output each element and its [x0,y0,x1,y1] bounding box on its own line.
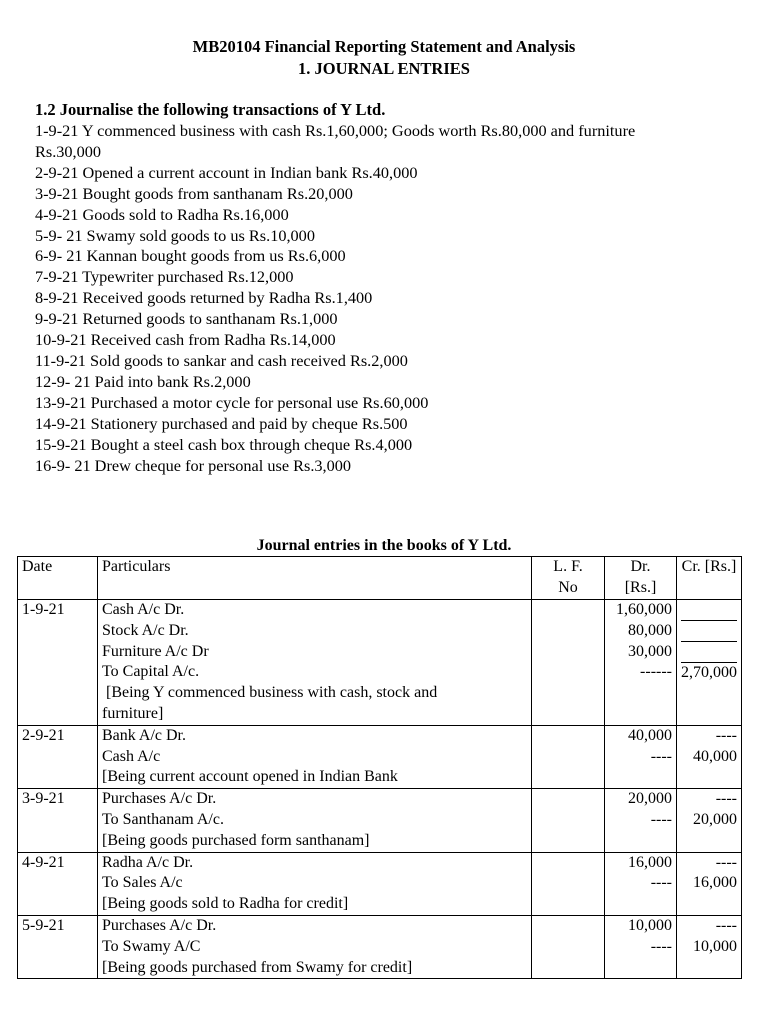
journal-title: Journal entries in the books of Y Ltd. [256,537,512,554]
narration-line: [Being goods sold to Radha for credit] [102,895,349,913]
dr-value: 10,000 [628,916,672,934]
entry-lf [532,600,605,726]
dr-value: ---- [650,937,672,955]
entry-lf [532,915,605,978]
transaction-line: 9-9-21 Returned goods to santhanam Rs.1,000 [35,309,338,329]
particulars-line: Furniture A/c Dr [102,642,209,660]
entry-cr [677,915,742,978]
cr-value: ---- [715,916,737,934]
table-row [18,852,742,915]
particulars-line: To Sales A/c [102,874,183,892]
cr-value: ---- [715,790,737,808]
transaction-line: 7-9-21 Typewriter purchased Rs.12,000 [35,267,294,287]
dr-value: 20,000 [628,790,672,808]
cr-value: 2,70,000 [681,664,737,681]
cr-value: ---- [715,853,737,871]
narration-line: [Being goods purchased from Swamy for credit] [102,958,413,976]
cr-value: 10,000 [693,937,737,955]
narration-line: furniture] [102,704,164,722]
transaction-line: 6-9- 21 Kannan bought goods from us Rs.6,000 [35,246,346,266]
particulars-line: Cash A/c [102,747,161,765]
particulars-line: To Swamy A/C [102,937,201,955]
dr-value: 40,000 [628,726,672,744]
cr-value: 16,000 [693,874,737,892]
narration-line: [Being current account opened in Indian Bank [102,768,398,786]
narration-line: [Being Y commenced business with cash, stock and [102,684,438,702]
transaction-line: 11-9-21 Sold goods to sankar and cash received Rs.2,000 [35,350,408,370]
table-row [18,725,742,788]
entry-lf [532,789,605,852]
table-header-row [18,557,742,600]
course-title: MB20104 Financial Reporting Statement and Analysis [192,37,576,56]
question-title: 1.2 Journalise the following transactions of Y Ltd. [35,100,386,119]
blank-line [681,608,737,621]
transaction-line: 14-9-21 Stationery purchased and paid by cheque Rs.500 [35,413,408,433]
transaction-line: 10-9-21 Received cash from Radha Rs.14,000 [35,330,336,350]
transaction-line: 3-9-21 Bought goods from santhanam Rs.20,000 [35,183,353,203]
blank-line [681,629,737,642]
entry-cr [677,725,742,788]
entry-date: 3-9-21 [18,789,98,852]
dr-value: 30,000 [628,642,672,660]
entry-particulars [98,789,532,852]
entry-particulars [98,725,532,788]
header-dr-line2: [Rs.] [624,578,657,596]
journal-table [17,556,742,979]
table-row [18,915,742,978]
dr-value: 1,60,000 [616,601,672,618]
particulars-line: Cash A/c Dr. [102,601,185,618]
particulars-line: Radha A/c Dr. [102,853,194,871]
entry-date: 5-9-21 [18,915,98,978]
entry-dr [605,915,677,978]
entry-cr [677,789,742,852]
entry-particulars [98,600,532,726]
particulars-line: Purchases A/c Dr. [102,790,217,808]
entry-dr [605,725,677,788]
particulars-line: To Santhanam A/c. [102,810,224,828]
transaction-line: 8-9-21 Received goods returned by Radha Rs.1,400 [35,288,373,308]
blank-line [681,650,737,663]
transaction-list [35,121,735,476]
dr-value: ---- [650,810,672,828]
dr-value: 16,000 [628,853,672,871]
transaction-line: 15-9-21 Bought a steel cash box through cheque Rs.4,000 [35,434,413,454]
cr-value: 20,000 [693,810,737,828]
header-lf [532,557,605,600]
transaction-line: 16-9- 21 Drew cheque for personal use Rs.3,000 [35,455,352,475]
table-row [18,600,742,726]
transaction-line: 5-9- 21 Swamy sold goods to us Rs.10,000 [35,225,315,245]
particulars-line: Stock A/c Dr. [102,621,189,639]
transaction-line: 4-9-21 Goods sold to Radha Rs.16,000 [35,204,289,224]
entry-lf [532,725,605,788]
cr-value: 40,000 [693,747,737,765]
entry-dr [605,600,677,726]
particulars-line: Purchases A/c Dr. [102,916,217,934]
entry-cr [677,600,742,726]
header-cr: Cr. [Rs.] [677,557,742,600]
cr-value: ---- [715,726,737,744]
header-lf-line1: L. F. [553,558,583,575]
dr-value: ------ [640,663,672,681]
table-row [18,789,742,852]
particulars-line: To Capital A/c. [102,663,200,681]
dr-value: ---- [650,874,672,892]
entry-dr [605,852,677,915]
dr-value: 80,000 [628,621,672,639]
transaction-line: Rs.30,000 [35,141,102,161]
entry-lf [532,852,605,915]
entry-date: 1-9-21 [18,600,98,726]
particulars-line: Bank A/c Dr. [102,726,186,744]
entry-particulars [98,852,532,915]
transaction-line: 13-9-21 Purchased a motor cycle for personal use Rs.60,000 [35,392,429,412]
header-particulars: Particulars [98,557,532,600]
transaction-line: 2-9-21 Opened a current account in Indian bank Rs.40,000 [35,162,418,182]
entry-dr [605,789,677,852]
entry-cr [677,852,742,915]
narration-line: [Being goods purchased form santhanam] [102,831,370,849]
dr-value: ---- [650,747,672,765]
header-dr [605,557,677,600]
header-date: Date [18,557,98,600]
header-dr-line1: Dr. [630,558,651,575]
transaction-line: 1-9-21 Y commenced business with cash Rs.1,60,000; Goods worth Rs.80,000 and furniture [35,121,636,140]
header-lf-line2: No [558,578,578,596]
entry-date: 4-9-21 [18,852,98,915]
transaction-line: 12-9- 21 Paid into bank Rs.2,000 [35,371,251,391]
chapter-title: 1. JOURNAL ENTRIES [298,59,470,78]
entry-date: 2-9-21 [18,725,98,788]
entry-particulars [98,915,532,978]
